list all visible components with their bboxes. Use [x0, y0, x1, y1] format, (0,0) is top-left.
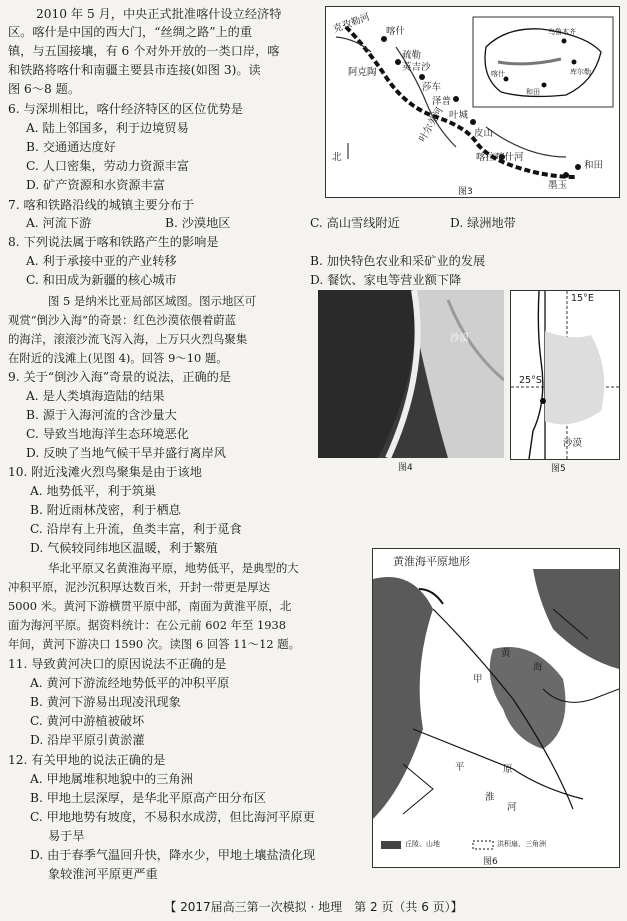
option[interactable]: C. 导致当地海洋生态环境恶化 [26, 427, 189, 441]
option[interactable]: D. 气候较同纬地区温暖，利于繁殖 [30, 541, 218, 555]
map-label: 原 [503, 764, 513, 775]
option[interactable]: A. 利于承接中亚的产业转移 [26, 254, 177, 268]
text-line: 2010 年 5 月，中央正式批准喀什设立经济特 [36, 7, 282, 21]
text-line: 5000 米。黄河下游横贯平原中部，南面为黄淮平原，北 [8, 599, 292, 613]
text-line: 区。喀什是中国的西大门，“丝绸之路”上的重 [8, 25, 253, 39]
north-arrow-label: 北 [332, 152, 342, 163]
map-label: 海 [533, 662, 543, 673]
question-stem: 12. 有关甲地的说法正确的是 [8, 753, 166, 767]
option[interactable]: D. 餐饮、家电等营业额下降 [310, 273, 462, 287]
question-stem: 11. 导致黄河决口的原因说法不正确的是 [8, 657, 227, 671]
option[interactable]: C. 黄河中游植被破坏 [30, 714, 145, 728]
map-label: 英吉沙 [402, 62, 431, 73]
option[interactable]: D. 沿岸平原引黄淤灌 [30, 733, 145, 747]
option[interactable]: A. 黄河下游流经地势低平的冲积平原 [30, 676, 230, 690]
map-label: 河 [507, 802, 517, 813]
option[interactable]: D. 绿洲地带 [450, 216, 516, 230]
option-continued: 易于旱 [48, 829, 85, 843]
text-line: 在附近的浅滩上(见图 4)。回答 9～10 题。 [8, 351, 228, 365]
option[interactable]: B. 源于入海河流的含沙量大 [26, 408, 177, 422]
map-label: 阿克陶 [348, 67, 377, 78]
map-title: 黄淮海平原地形 [393, 555, 470, 568]
plain-map-drawing [373, 549, 619, 867]
figure-4-sand-into-sea-photo [318, 290, 504, 473]
option[interactable]: A. 甲地属堆积地貌中的三角洲 [30, 772, 193, 786]
map-label: 平 [455, 762, 465, 773]
map-label: 黄 [501, 648, 511, 659]
option[interactable]: A. 是人类填海造陆的结果 [26, 389, 165, 403]
legend-label: 洪积扇、三角洲 [497, 840, 546, 848]
map-label: 和田 [584, 160, 604, 171]
text-line: 面为海河平原。据资料统计：在公元前 602 年至 1938 [8, 618, 287, 632]
figure-caption: 图4 [398, 463, 413, 473]
option[interactable]: B. 交通通达度好 [26, 140, 116, 154]
inset-label: 乌鲁木齐 [548, 28, 576, 36]
figure-3-kashgar-hotan-railway-map [325, 6, 620, 198]
inset-label: 喀什 [491, 70, 505, 78]
inset-label: 库尔勒 [570, 68, 591, 76]
text-line: 冲积平原，泥沙沉积厚达数百米，开封一带更是厚达 [8, 580, 270, 594]
map-label: 淮 [485, 792, 495, 803]
map-label: 疏勒 [402, 50, 422, 61]
question-stem: 10. 附近浅滩火烈鸟聚集是由于该地 [8, 465, 202, 479]
option[interactable]: B. 黄河下游易出现凌汛现象 [30, 695, 181, 709]
option[interactable]: B. 甲地土层深厚，是华北平原高产田分布区 [30, 791, 267, 805]
map-label: 莎车 [422, 82, 442, 93]
text-line: 华北平原又名黄淮海平原，地势低平，是典型的大 [48, 561, 299, 575]
question-stem: 8. 下列说法属于喀和铁路产生的影响是 [8, 235, 219, 249]
option[interactable]: A. 地势低平，利于筑巢 [30, 484, 157, 498]
figure-5-namibia-map [510, 290, 620, 474]
legend-label: 丘陵、山地 [405, 840, 440, 848]
text-line: 年间，黄河下游决口 1590 次。读图 6 回答 11～12 题。 [8, 637, 300, 651]
map-label: 喀拉喀什河 [476, 152, 524, 163]
figure-caption: 图3 [458, 187, 473, 197]
figure-6-huang-huai-hai-plain-map [372, 548, 620, 868]
text-line: 图 6～8 题。 [8, 82, 81, 96]
option[interactable]: B. 加快特色农业和采矿业的发展 [310, 254, 486, 268]
map-label: 泽普 [432, 96, 452, 107]
question-stem: 6. 与深圳相比，喀什经济特区的区位优势是 [8, 102, 243, 116]
option[interactable]: B. 沙漠地区 [165, 216, 231, 230]
figure-caption: 图6 [483, 857, 498, 867]
longitude-label: 15°E [571, 293, 594, 304]
option[interactable]: D. 矿产资源和水资源丰富 [26, 178, 165, 192]
option[interactable]: C. 人口密集，劳动力资源丰富 [26, 159, 189, 173]
option[interactable]: D. 由于春季气温回升快，降水少，甲地土壤盐渍化现 [30, 848, 316, 862]
option[interactable]: C. 和田成为新疆的核心城市 [26, 273, 177, 287]
option-continued: 象较淮河平原更严重 [48, 867, 158, 881]
figure-caption: 图5 [551, 464, 566, 474]
option[interactable]: A. 陆上邻国多，利于边境贸易 [26, 121, 189, 135]
photo-label: 沙漠 [450, 333, 470, 344]
option[interactable]: D. 反映了当地气候干旱并盛行离岸风 [26, 446, 226, 460]
legend-label: 沙漠 [563, 438, 583, 449]
question-stem: 9. 关于“倒沙入海”奇景的说法，正确的是 [8, 370, 231, 384]
text-line: 图 5 是纳米比亚局部区域图。图示地区可 [48, 294, 257, 308]
map-label: 皮山 [474, 128, 494, 139]
map-label: 甲 [473, 674, 483, 685]
option[interactable]: C. 沿岸有上升流，鱼类丰富，利于觅食 [30, 522, 242, 536]
map-label: 喀什 [386, 26, 406, 37]
option[interactable]: A. 河流下游 [26, 216, 92, 230]
map-label: 叶城 [449, 110, 469, 121]
map-label: 墨玉 [548, 180, 568, 191]
text-line: 的海洋，滚滚沙流飞泻入海，上万只火烈鸟聚集 [8, 332, 248, 346]
option[interactable]: B. 附近雨林茂密，利于栖息 [30, 503, 181, 517]
option[interactable]: C. 甲地地势有坡度，不易积水成涝，但比海河平原更 [30, 810, 315, 824]
photo-drawing [318, 290, 504, 458]
map-label: 克孜勒河 [331, 11, 372, 36]
inset-label: 和田 [526, 88, 540, 96]
option[interactable]: C. 高山雪线附近 [310, 216, 400, 230]
page-footer: 【 2017届高三第一次模拟 · 地理 第 2 页（共 6 页）】 [164, 900, 463, 914]
latitude-label: 25°S [519, 375, 542, 386]
text-line: 和铁路将喀什和南疆主要县市连接(如图 3)。读 [8, 63, 261, 77]
map-label: 叶尔羌河 [417, 105, 446, 144]
text-line: 观赏“倒沙入海”的奇景：红色沙漠依偎着蔚蓝 [8, 313, 237, 327]
question-stem: 7. 喀和铁路沿线的城镇主要分布于 [8, 198, 195, 212]
text-line: 镇，与五国接壤，有 6 个对外开放的一类口岸，喀 [8, 44, 280, 58]
